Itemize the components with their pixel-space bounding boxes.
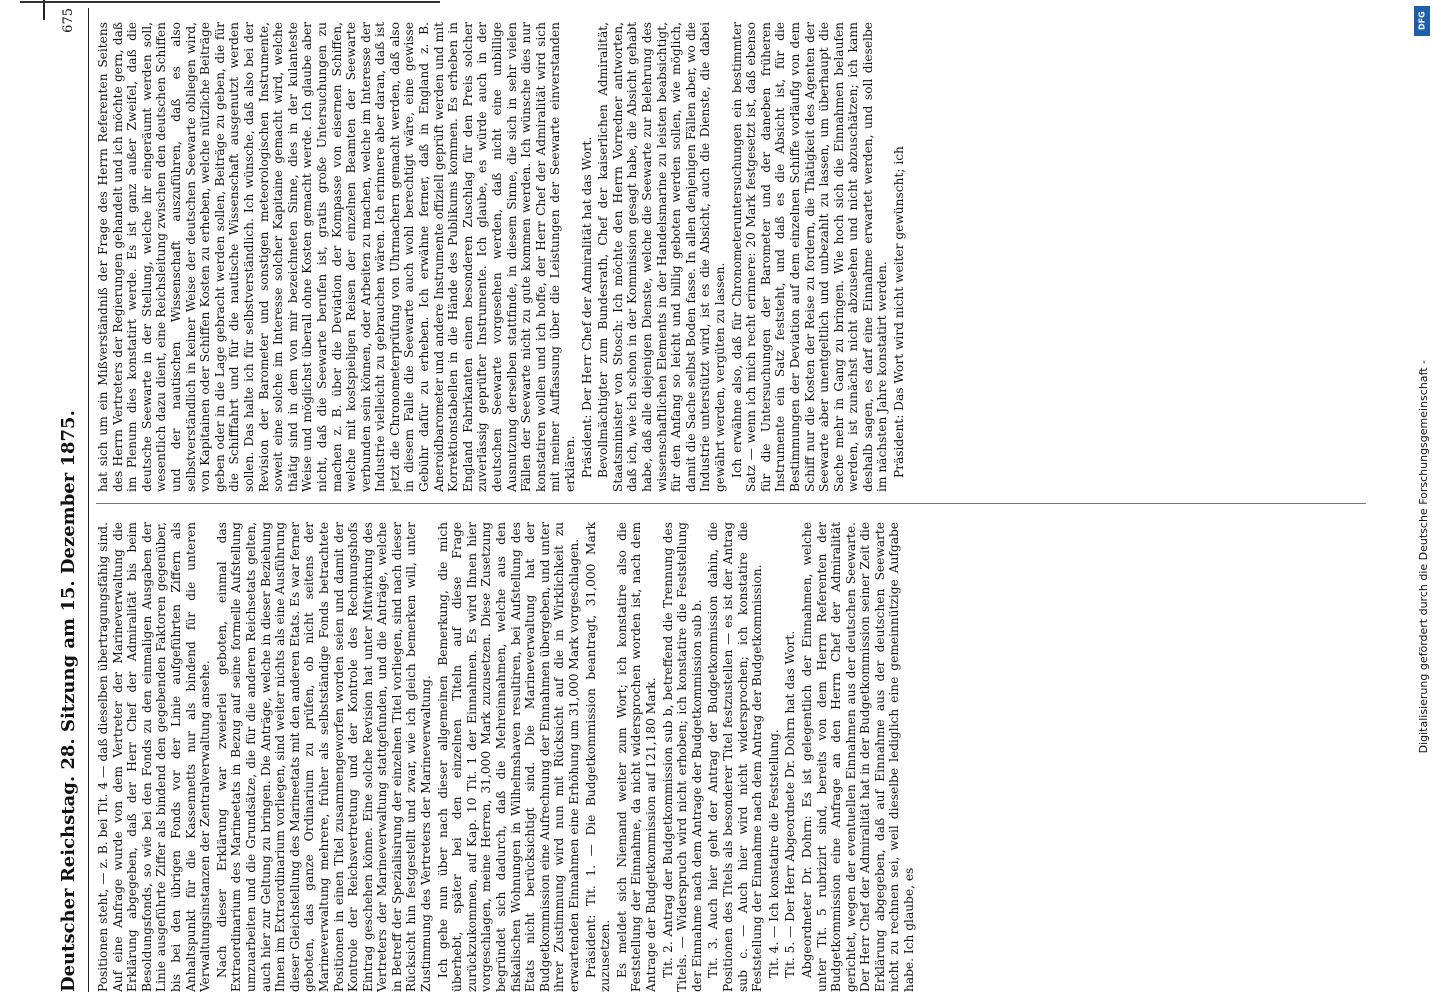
header-rule xyxy=(88,8,89,992)
paragraph: Ich gehe nun über nach dieser allgemeinen Bemerkung, die mich überhebt, später bei den einzelnen Titeln auf diese Frage zurückzukommen, auf Kap. 10 Tit. 1 der Einnahmen. Es wird Ihnen hier vorgeschlagen, meine Herren, 31,000 Mark zuzusetzen. Diese Zusetzung begründet sich dadurch, daß die Mehreinnahmen, welche aus den fiskalischen Wohnungen in Wilhelmshaven resultiren, bei Aufstellung des Etats nicht berücksichtigt sind. Die Marineverwaltung hat der Budgetkommission eine Aufrechnung der Einnahmen übergeben, und unter ihrer Zustimmung wird nun mit Rücksicht auf die in Wirklichkeit zu erwartenden Einnahmen eine Erhöhung um 31,000 Mark vorgeschlagen. xyxy=(435,522,581,992)
scan-edge-mark xyxy=(43,0,45,20)
paragraph: Tit. 4. — Ich konstatire die Feststellung. xyxy=(766,729,781,978)
paragraph: Nach dieser Erklärung war zweierlei geboten, einmal das Extraordinarium des Marineetats in Bezug auf seine formelle Aufstellung umzuarbeiten und die Grundsätze, die für die anderen Reichsetats gelten, auch hier zur Geltung zu bringen. Die Anträge, welche in dieser Beziehung Ihnen im Extraordinarium vorliegen, sind weiter nichts als eine Ausführung dieser Gleichstellung des Marineetats mit den anderen Etats. Es war ferner geboten, das ganze Ordinarium zu prüfen, ob nicht seitens der Marineverwaltung mehrere, früher als selbstständige Fonds betrachtete Positionen in einen Titel zusammengeworfen worden seien und damit der Kontrole der Reichsvertretung und der Kontrole des Rechnungshofs Eintrag geschehen könne. Eine solche Revision hat unter Mitwirkung des Vertreters der Marineverwaltung stattgefunden, und die Anträge, welche in Betreff der Spezialisirung der einzelnen Titel vorliegen, sind nach dieser Rücksicht hin festgestellt und zwar, wie ich gleich bemerken will, unter Zustimmung des Vertreters der Marineverwaltung. xyxy=(214,522,434,992)
paragraph: Tit. 3. Auch hier geht der Antrag der Budgetkommission dahin, die Positionen des Titels als besonderer Titel festzustellen — es ist der Antrag sub c. — Auch hier wird nicht widersprochen; ich konstatire die Feststellung der Einnahme nach dem Antrag der Budgetkommission. xyxy=(706,522,765,992)
dfg-logo: DFG xyxy=(1414,6,1430,36)
digitization-credit: Digitalisierung gefördert durch die Deutsche Forschungsgemeinschaft - xyxy=(1417,360,1430,754)
paragraph: Es meldet sich Niemand weiter zum Wort; ich konstatire also die Feststellung der Einnahme, da nicht widersprochen worden ist, nach dem Antrage der Budgetkommission auf 121,180 Mark. xyxy=(614,522,658,992)
paragraph: hat sich um ein Mißverständniß der Frage des Herrn Referenten Seitens des Herrn Vertreters der Regierungen gehandelt und ich möchte gern, daß im Plenum dies konstatirt werde. Es ist ganz außer Zweifel, daß die deutsche Seewarte in der Stellung, welche ihr eingeräumt werden soll, wesentlich dazu dient, eine Reichsleitung zwischen den deutschen Schiffen und der nautischen Wissenschaft auszuführen, daß es also selbstverständlich in keiner Weise der deutschen Seewarte obliegen wird, von Kapitainen oder Schiffen Kosten zu erheben, welche nützliche Beiträge geben oder in die Lage gebracht werden sollen, Beiträge zu geben, die für die Schifffahrt und für die nautische Wissenschaft ausgenutzt werden sollen. Das halte ich für selbstverständlich. Ich wünsche, daß also bei der Revision der Barometer und sonstigen meteorologischen Instrumente, soweit eine solche im Interesse solcher Kapitaine gemacht wird, welche thätig sind in dem von mir bezeichneten Sinne, dies in der kulanteste Weise und möglichst überall ohne Kosten gemacht werde. Ich glaube aber nicht, daß die Seewarte berufen ist, gratis große Untersuchungen zu machen z. B. über die Deviation der Kompasse von eisernen Schiffen, welche mit kostspieligen Reisen der einzelnen Beamten der Seewarte verbunden sein können, oder Arbeiten zu machen, welche im Interesse der Industrie vielleicht zu gebrauchen wären. Ich erinnere aber daran, daß ist jetzt die Chronometerprüfung von Uhrmachern gemacht werden, daß also in diesem Falle die Seewarte auch wohl berechtigt wäre, eine gewisse Gebühr dafür zu erheben. Ich erwähne ferner, daß in England z. B. Aneroidbarometer und andere Instrumente offiziell geprüft werden und mit Korrektionstabellen in die Hände des Publikums kommen. Es erheben in England Fabrikanten einen besonderen Zuschlag für den Preis solcher zuverlässig geprüfter Instrumente. Ich glaube, es würde auch in der deutschen Seewarte vorgesehen werden, daß nicht eine unbillige Ausnutzung derselben stattfinde, in diesem Sinne, die sich in sehr vielen Fällen der Seewarte nicht zu gute kommen werden. Ich wünsche dies nur konstatiren wollen und ich hoffe, der Herr Chef der Admiralität wird sich mit meiner Auffassung über die Leistungen der Seewarte einverstanden erklären. xyxy=(96,22,577,492)
running-title: Deutscher Reichstag. 28. Sitzung am 15. Dezember 1875. xyxy=(57,410,79,992)
scan-edge-mark-top xyxy=(20,1,440,3)
document-page xyxy=(52,8,1382,992)
right-column xyxy=(96,22,1376,492)
paragraph: Abgeordneter Dr. Dohrn: Es ist gelegentlich der Einnahmen, welche unter Tit. 5 rubrizirt sind, bereits von dem Herrn Referenten der Budgetkommission eine Anfrage an den Herrn Chef der Admiralität gerichtet, wegen der eventuellen Einnahmen aus der deutschen Seewarte. Der Herr Chef der Admiralität hat in der Budgetkommission seiner Zeit die Erklärung abgegeben, daß auf Einnahme aus der deutschen Seewarte nicht zu rechnen sei, weil dieselbe lediglich eine gemeinnützige Aufgabe habe. Ich glaube, es xyxy=(799,522,917,992)
paragraph: Bevollmächtigter zum Bundesrath, Chef der kaiserlichen Admiralität, Staatsminister von Stosch: Ich möchte den Herrn Vorredner antworten, daß ich, wie ich schon in der Kommission gesagt habe, die Absicht gehabt habe, daß alle diejenigen Dienste, welche die Seewarte zur Belehrung des wissenschaftlichen Elements in der Handelsmarine zu leisten beabsichtigt, für den Anfang so leicht und billig geboten werden sollen, wie möglich, damit die Sache selbst Boden fasse. In allen denjenigen Fällen aber, wo die Industrie unterstützt wird, ist es die Absicht, auch die Dienste, die dabei gewährt werden, vergüten zu lassen. xyxy=(596,22,727,492)
paragraph: Tit. 5. — Der Herr Abgeordnete Dr. Dohrn hat das Wort. xyxy=(783,630,798,978)
column-divider xyxy=(96,503,1366,504)
paragraph: Positionen steht, — z. B. bei Tit. 4 — daß dieselben übertragungsfähig sind. Auf eine Anfrage wurde von dem Vertreter der Marineverwaltung die Erklärung abgegeben, daß der Herr Chef der Admiralität bis beim Besoldungsfonds, so wie bei den Fonds zu den einmaligen Ausgaben der Linie ausgeführte Ziffer als bindend den gegebenden Faktoren gegenüber, bis bei den übrigen Fonds vor der Linie aufgeführten Ziffern als Anhaltspunkt für die Kassennetts nur als bindend für die unteren Verwaltungsinstanzen der Zentralverwaltung ansehe. xyxy=(96,522,213,992)
paragraph: Präsident: Der Herr Chef der Admiralität hat das Wort. xyxy=(579,136,594,478)
left-column xyxy=(96,522,1376,992)
paragraph: Ich erwähne also, daß für Chronometeruntersuchungen ein bestimmter Satz — wenn ich mich recht erinnere: 20 Mark festgesetzt ist, daß ebenso für die Untersuchungen der Barometer und der daneben früheren Instrumente ein Satz feststeht, und daß es die Absicht ist, für die Bestimmungen der Deviation auf dem einzelnen Schiffe vorläufig von dem Schiff nur die Kosten der Reise zu fordern, die Thätigkeit des Agenten der Seewarte aber unentgeltlich und unbezahlt zu lassen, um überhaupt die Sache mehr in Gang zu bringen. Wie hoch sich die Einnahmen belaufen werden, ist zunächst nicht abzusehen und nicht abzuschätzen; ich kann deshalb sagen, es darf eine Einnahme erwartet werden, und soll dieselbe im nächsten Jahre konstatirt werden. xyxy=(729,22,890,492)
paragraph: Präsident: Das Wort wird nicht weiter gewünscht; ich xyxy=(892,146,907,478)
page-header xyxy=(52,8,86,992)
page-number: 675 xyxy=(60,8,76,33)
paragraph: Präsident: Tit. 1. — Die Budgetkommission beantragt, 31,000 Mark zuzusetzen. xyxy=(583,522,613,992)
paragraph: Tit. 2. Antrag der Budgetkommission sub b, betreffend die Trennung des Titels. — Widerspruch wird nicht erhoben; ich konstatire die Feststellung der Einnahme nach dem Antrage der Budgetkommission sub b. xyxy=(660,522,704,992)
